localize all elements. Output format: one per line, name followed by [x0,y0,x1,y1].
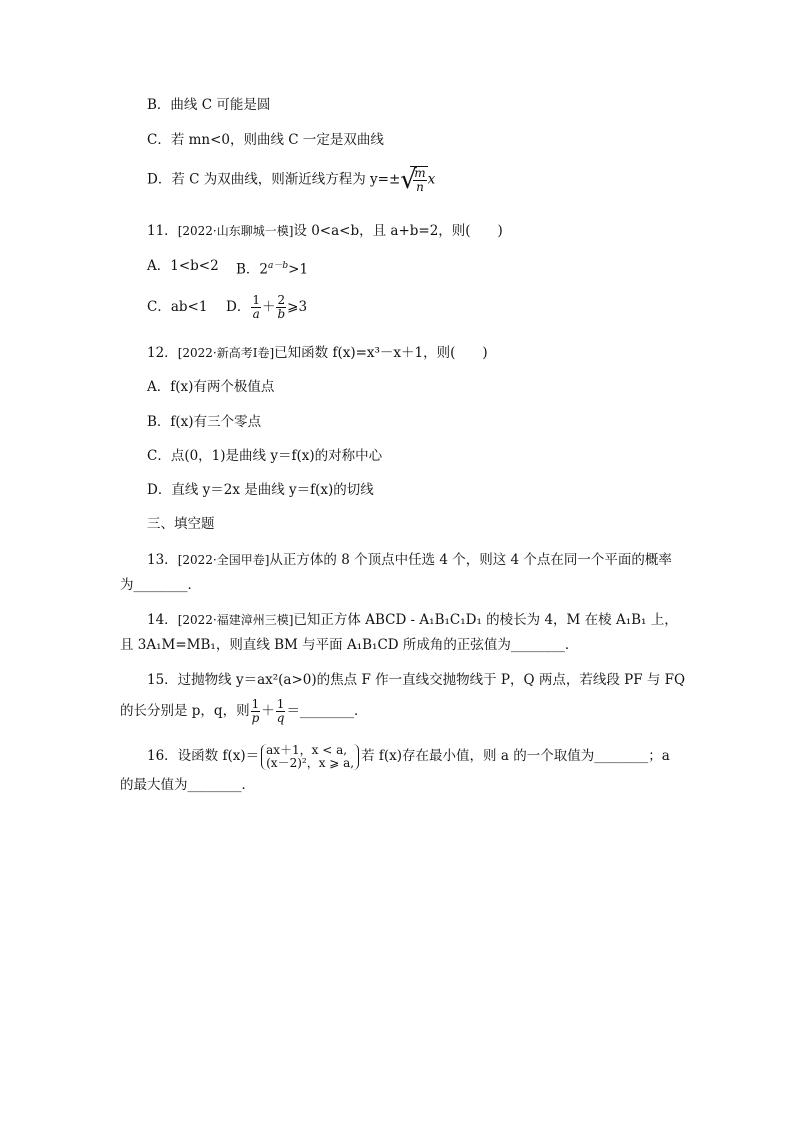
q12-option-a: A．f(x)有两个极值点 [147,379,275,395]
q13-line1 [147,551,672,569]
fraction-denominator: n [416,180,424,194]
q13-source: [2022·全国甲卷] [177,553,270,567]
q12-option-b: B．f(x)有三个零点 [147,414,262,430]
fraction-1-over-p [251,698,261,725]
fraction-denominator: b [277,307,286,321]
q10-option-d [147,166,435,194]
q11-option-b-post: >1 [288,261,309,278]
q12-text: 已知函数 f(x)=x³－x＋1，则( ) [274,345,488,361]
fraction-numerator: 1 [252,293,260,307]
q11-option-b-base: B．2 [236,261,269,278]
q14-source: [2022·福建漳州三模] [177,613,294,627]
q16-line1 [147,739,670,773]
q11-option-d [226,290,307,324]
fraction-2-over-b [276,294,286,321]
q14-number: 14． [147,612,178,628]
q12-option-c: C．点(0，1)是曲线 y＝f(x)的对称中心 [147,448,383,464]
q15-line2 [120,694,367,728]
plus-sign: ＋ [261,703,275,719]
sqrt-expression: √ $\frac{m}{n}$ [400,165,426,195]
q13-line2: 为________． [120,577,201,593]
q11-option-b [236,257,308,279]
q15-line2-text: 的长分别是 p，q，则 [120,703,250,719]
q11-option-b-exponent: a－b [268,261,289,271]
fraction-1-over-a [251,294,261,321]
q12-option-d: D．直线 y＝2x 是曲线 y＝f(x)的切线 [147,482,374,498]
piecewise-case-1: ax＋1，x < a, [266,742,348,757]
q11-source: [2022·山东聊城一模] [177,224,294,238]
q13-text: 从正方体的 8 个顶点中任选 4 个，则这 4 个点在同一个平面的概率 [269,552,672,568]
q10-option-c: C．若 mn<0，则曲线 C 一定是双曲线 [147,132,384,148]
fraction-numerator: 1 [276,697,285,711]
q11-option-d-label: D． [226,299,251,315]
q11-option-d-post: ⩾3 [287,299,308,315]
q14-text: 已知正方体 ABCD - A₁B₁C₁D₁ 的棱长为 4，M 在棱 A₁B₁ 上， [293,612,678,628]
q10-option-b: B．曲线 C 可能是圆 [147,97,271,113]
q16-text-post: 若 f(x)存在最小值，则 a 的一个取值为________；a [361,748,670,764]
q10-option-d-var: x [427,171,436,188]
piecewise-case-2: (x－2)²，x ⩾ a, [266,755,355,770]
q13-number: 13． [147,552,178,568]
q10-option-d-text: D．若 C 为双曲线，则渐近线方程为 y=± [147,171,401,188]
q11-option-c: C．ab<1 [147,299,208,315]
fraction-1-over-q [276,698,286,725]
q11-text: 设 0<a<b，且 a+b=2，则( ) [293,223,503,239]
fraction-numerator: 1 [251,697,260,711]
q12-stem [147,344,488,362]
q14-line1 [147,611,678,629]
fraction-denominator: a [252,307,260,321]
fraction-numerator: m [414,166,426,180]
q12-number: 12． [147,345,178,361]
q15-line2-post: ＝________． [286,703,368,719]
fraction-numerator: 2 [277,293,286,307]
q11-number: 11． [147,223,178,239]
q14-line2: 且 3A₁M=MB₁，则直线 BM 与平面 A₁B₁CD 所成角的正弦值为________． [120,637,579,653]
section-heading: 三、填空题 [147,516,215,532]
q16-text-pre: 16．设函数 f(x)＝ [147,748,260,764]
plus-sign: ＋ [261,299,276,315]
q12-source: [2022·新高考Ⅰ卷] [177,346,275,360]
q11-option-a: A．1<b<2 [147,258,219,274]
q15-line1: 15．过抛物线 y＝ax²(a>0)的焦点 F 作一直线交抛物线于 P，Q 两点，若线段 PF 与 FQ [147,672,686,688]
fraction-denominator: p [251,711,260,725]
fraction-denominator: q [276,711,285,725]
q16-line2: 的最大值为________． [120,777,255,793]
piecewise-function [261,744,359,770]
q11-stem [147,222,503,240]
